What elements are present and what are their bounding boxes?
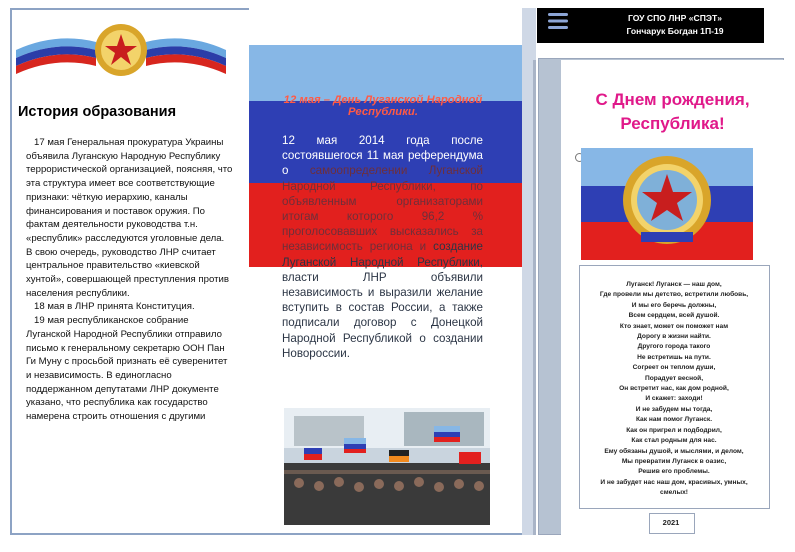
poem-line: И мы его беречь должны,: [631, 301, 717, 309]
may12-text-part: создание Луганской Народной Республики, власти ЛНР объявили независимость и выразили желание вступить в состав России, а также подписали договор с Донецкой Народной Республикой о создании Новороссии.: [282, 240, 483, 360]
poem-line: Всем сердцем, всей душой.: [628, 312, 720, 320]
rally-photo: [284, 408, 490, 525]
lnr-flag-icon: [581, 148, 753, 260]
birthday-line: Республика!: [620, 114, 725, 133]
poem-line: Решив его проблемы.: [638, 468, 710, 476]
poem-line: Согреет он теплом души,: [632, 364, 716, 372]
poem-line: Ему обязаны душой, и мыслями, и делом,: [604, 447, 744, 455]
poem-line: Как он пригрел и подбодрил,: [626, 426, 722, 434]
org-info: [590, 12, 760, 38]
poem-line: И не забудет нас наш дом, красивых, умных,: [600, 478, 748, 486]
org-line: ГОУ СПО ЛНР «СПЭТ»: [627, 13, 723, 23]
may12-text-part: 12 мая 2014 года после состоявшегося 11 мая референдума о: [282, 134, 483, 178]
poem-line: Как стал родным для нас.: [631, 437, 717, 445]
poem-line: Не встретишь на пути.: [637, 353, 711, 361]
poem-line: Луганск! Луганск — наш дом,: [626, 281, 722, 288]
may12-text: [282, 133, 483, 361]
history-title: История образования: [18, 104, 177, 120]
poem-line: Кто знает, может он поможет нам: [619, 322, 729, 330]
history-paragraph: 19 мая республиканское собрание Луганской Народной Республики отправило письмо к генеральному секретарю ООН Пан Ги Муну с просьбой признать её суверенитет и независимость. В единогласно поддержанном депутатами ЛНР документе указано, что республика как государство намерена строить отношения с другими: [26, 315, 228, 423]
history-paragraph: 18 мая в ЛНР принята Конституция.: [34, 301, 195, 313]
history-text: [26, 136, 233, 424]
poem-line: смелых!: [660, 489, 688, 497]
poem-line: Порадует весной,: [644, 374, 704, 382]
hamburger-menu-icon[interactable]: [547, 10, 569, 32]
org-line: Гончарук Богдан 1П-19: [626, 26, 724, 36]
birthday-line: С Днем рождения,: [595, 90, 750, 109]
poem-line: Как нам помог Луганск.: [635, 416, 713, 424]
poem-line: Дорогу в жизни найти.: [637, 333, 711, 341]
may12-text-part: объявленным организаторами итогам которого 96,2 % проголосовавших высказались за независимость региона и: [282, 194, 483, 254]
panel-divider-shadow: [533, 60, 536, 535]
poem-line: Где провели мы детство, встретили любовь,: [599, 291, 749, 299]
lnr-emblem-icon: [95, 24, 147, 76]
poem: [584, 280, 764, 499]
birthday-title: [565, 88, 780, 136]
poem-line: Мы превратим Луганск в оазис,: [621, 457, 727, 465]
poem-line: И скажет: заходи!: [645, 395, 703, 403]
may12-heading: 12 мая – День Луганской Народной Республики.: [283, 94, 483, 118]
history-paragraph: 17 мая Генеральная прокуратура Украины объявила Луганскую Народную Республику террористической организацией, поясняя, что эта структура имеет все соответствующие признаки: чёткую иерархию, каналы финансирования и поставок оружия. По фактам деятельности руководства т.н. «республик» расследуются уголовные дела. В свою очередь, руководство ЛНР считает центральное правительство «киевской хунтой», совершающей преступления против населения республики.: [26, 137, 233, 299]
poem-line: И не забудем мы тогда,: [635, 405, 713, 413]
year-label: 2021: [662, 518, 680, 527]
lnr-flag-emblem-banner: [16, 20, 226, 78]
poem-line: Другого города такого: [637, 343, 711, 351]
may12-text-part: самоопределении Луганской Народной Республики, по: [282, 164, 483, 193]
poem-line: Он встретит нас, как дом родной,: [619, 385, 729, 393]
lnr-emblem-icon: [623, 156, 711, 244]
